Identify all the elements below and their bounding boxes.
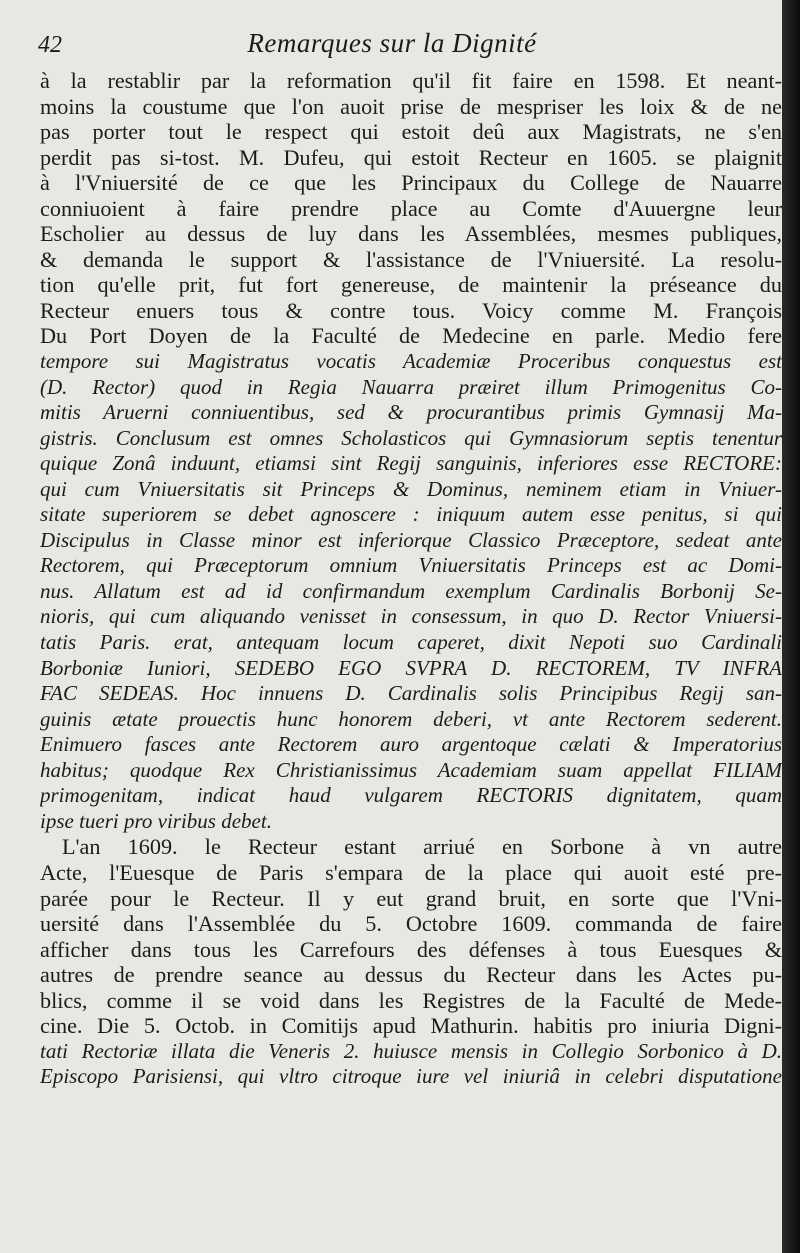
text-line: Episcopo Parisiensi, qui vltro citroque iure vel iniuriâ in celebri disputatione [40,1064,782,1089]
text-line: quique Zonâ induunt, etiamsi sint Regij sanguinis, inferiores esse RECTORE: [40,451,782,476]
text-line: Recteur enuers tous & contre tous. Voicy comme M. François [40,297,782,323]
text-line: ipse tueri pro viribus debet. [40,808,272,833]
text-line: Escholier au dessus de luy dans les Assemblées, mesmes publiques, [40,221,782,247]
text-line: autres de prendre seance au dessus du Recteur dans les Actes pu- [40,962,782,988]
text-line: tempore sui Magistratus vocatis Academiæ Proceribus conquestus est [40,349,782,374]
text-line: à la restablir par la reformation qu'il fit faire en 1598. Et neant- [40,68,782,93]
page-number: 42 [38,32,62,58]
text-line: Acte, l'Euesque de Paris s'empara de la place qui auoit esté pre- [40,859,782,885]
text-line: Du Port Doyen de la Faculté de Medecine en parle. Medio fere [40,323,782,349]
text-line: Enimuero fasces ante Rectorem auro argentoque cælati & Imperatorius [40,732,782,757]
text-line: & demanda le support & l'assistance de l'Vniuersité. La resolu- [40,246,782,272]
text-line: nus. Allatum est ad id confirmandum exemplum Cardinalis Borbonij Se- [40,578,782,603]
text-line: nioris, qui cum aliquando venisset in consessum, in quo D. Rector Vniuersi- [40,604,782,629]
text-line: FAC SEDEAS. Hoc innuens D. Cardinalis solis Principibus Regij san- [40,681,782,706]
text-line: gistris. Conclusum est omnes Scholasticos qui Gymnasiorum septis tenentur [40,425,782,450]
page-edge-shadow [782,0,800,1253]
page-header [38,28,746,62]
running-title: Remarques sur la Dignité [247,28,537,58]
text-line: moins la coustume que l'on auoit prise de mespriser les loix & de ne [40,93,782,119]
text-line: à l'Vniuersité de ce que les Principaux du College de Nauarre [40,170,782,196]
text-line: perdit pas si-tost. M. Dufeu, qui estoit Recteur en 1605. se plaignit [40,144,782,170]
text-line: cine. Die 5. Octob. in Comitijs apud Mathurin. habitis pro iniuria Digni- [40,1013,782,1039]
text-line: habitus; quodque Rex Christianissimus Academiam suam appellat FILIAM [40,757,782,782]
body-text [40,68,782,1090]
text-line: parée pour le Recteur. Il y eut grand bruit, en sorte que l'Vni- [40,885,782,911]
text-line: tatis Paris. erat, antequam locum caperet, dixit Nepoti suo Cardinali [40,630,782,655]
text-line: primogenitam, indicat haud vulgarem RECTORIS dignitatem, quam [40,783,782,808]
text-line: mitis Aruerni conniuentibus, sed & procurantibus primis Gymnasij Ma- [40,400,782,425]
text-line: (D. Rector) quod in Regia Nauarra præiret illum Primogenitus Co- [40,374,782,399]
text-line: blics, comme il se void dans les Registres de la Faculté de Mede- [40,987,782,1013]
text-line: afficher dans tous les Carrefours des défenses à tous Euesques & [40,936,782,962]
text-line: conniuoient à faire prendre place au Comte d'Auuergne leur [40,195,782,221]
text-line: guinis ætate prouectis hunc honorem deberi, vt ante Rectorem sederent. [40,706,782,731]
text-line: uersité dans l'Assemblée du 5. Octobre 1609. commanda de faire [40,911,782,937]
text-line: Rectorem, qui Præceptorum omnium Vniuersitatis Princeps est ac Domi- [40,553,782,578]
text-line: sitate superiorem se debet agnoscere : iniquum autem esse penitus, si qui [40,502,782,527]
text-line: qui cum Vniuersitatis sit Princeps & Dominus, neminem etiam in Vniuer- [40,476,782,501]
text-line: Discipulus in Classe minor est inferiorque Classico Præceptore, sedeat ante [40,527,782,552]
text-line: tion qu'elle prit, fut fort genereuse, de maintenir la préseance du [40,272,782,298]
text-line: pas porter tout le respect qui estoit deû aux Magistrats, ne s'en [40,119,782,145]
text-line: Borboniæ Iuniori, SEDEBO EGO SVPRA D. RECTOREM, TV INFRA [40,655,782,680]
text-line: tati Rectoriæ illata die Veneris 2. huiusce mensis in Collegio Sorbonico à D. [40,1038,782,1063]
text-line: L'an 1609. le Recteur estant arriué en Sorbone à vn autre [62,834,782,860]
